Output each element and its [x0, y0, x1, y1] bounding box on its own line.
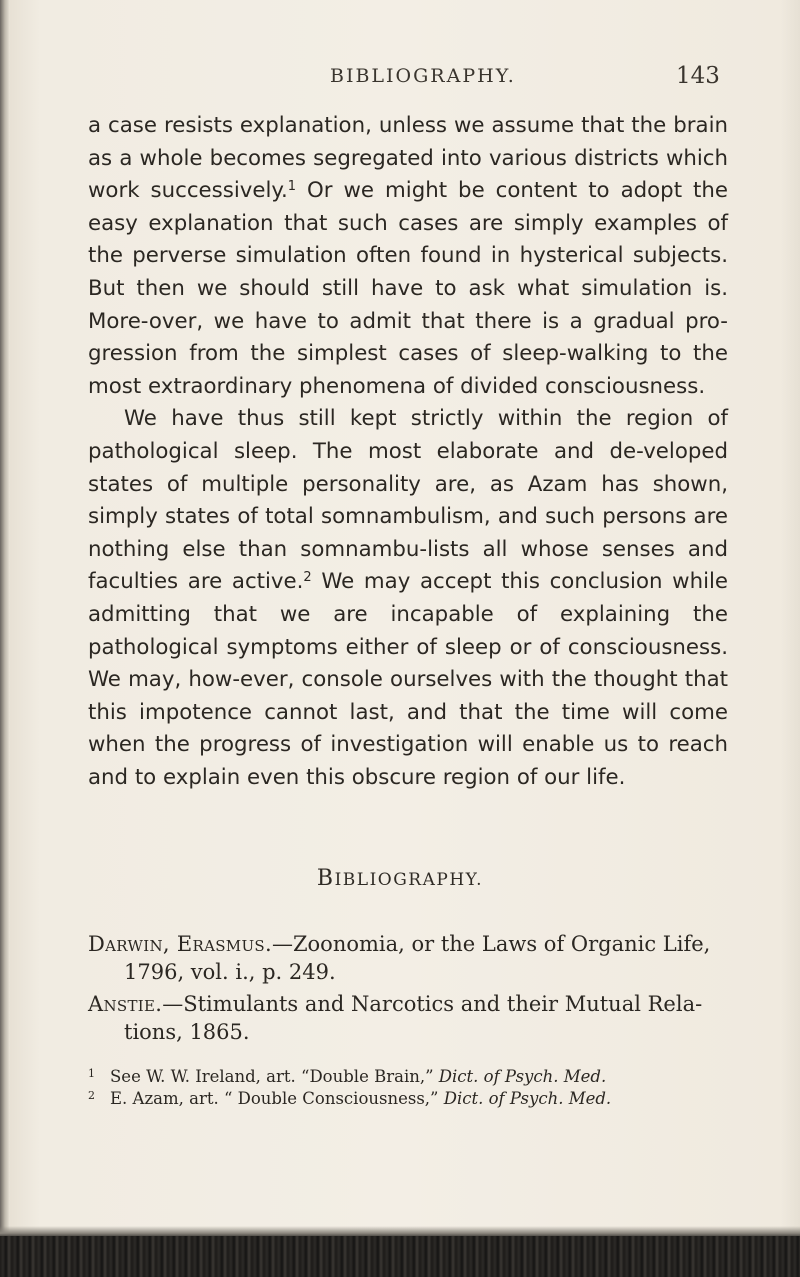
bibliography-list: [88, 930, 728, 1046]
page-spine-shadow: [0, 0, 10, 1277]
body-text: [88, 110, 728, 794]
bibliography-entry: [88, 990, 728, 1046]
bibliography-author: Anstie.: [88, 992, 163, 1016]
footnote-ref-1: 1: [287, 179, 296, 195]
footnote-text: E. Azam, art. “ Double Consciousness,”: [110, 1089, 439, 1108]
paragraph-2-text-a: We have thus still kept strictly within the region of pathological sleep. The most elaborate and de-veloped states of multiple personality are, as Azam has shown, simply states of total somnambulism, and such persons are nothing else than somnambu-lists all whose senses and faculties are active.: [88, 406, 728, 595]
bibliography-author: Darwin, Erasmus.: [88, 932, 272, 956]
scan-bottom-edge: [0, 1236, 800, 1277]
bibliography-heading-initial: B: [316, 866, 335, 891]
paragraph-1: [88, 110, 728, 403]
footnote-ref-2: 2: [303, 570, 312, 586]
bibliography-text: —Stimulants and Narcotics and their Mutual Rela-tions, 1865.: [124, 992, 703, 1044]
footnote-mark: 1: [88, 1067, 95, 1080]
bibliography-entry: [88, 930, 728, 986]
paragraph-2: [88, 403, 728, 794]
bibliography-heading-rest: IBLIOGRAPHY.: [334, 870, 484, 890]
paragraph-1-text-b: Or we might be content to adopt the easy explanation that such cases are simply examples of the perverse simulation often found in hysterical subjects. But then we should still have to ask what simulation is. More-over, we have to admit that there is a gradual pro-gression from the simplest cases of sleep-walking to the most extraordinary phenomena of divided consciousness.: [88, 178, 728, 399]
footnote-source: Dict. of Psych. Med.: [443, 1089, 612, 1108]
footnote-mark: 2: [88, 1089, 95, 1102]
paragraph-2-text-b: We may accept this conclusion while admitting that we are incapable of explaining the pathological symptoms either of sleep or of consciousness. We may, how-ever, console ourselves with the thought that this impotence cannot last, and that the time will come when the progress of investigation will enable us to reach and to explain even this obscure region of our life.: [88, 569, 729, 790]
bibliography-text: —Zoonomia, or the Laws of Organic Life, 1796, vol. i., p. 249.: [124, 932, 711, 984]
running-head: [0, 65, 800, 95]
paragraph-1-text-a: a case resists explanation, unless we assume that the brain as a whole becomes segregated into various districts which work successively.: [88, 113, 728, 204]
footnote: [88, 1088, 738, 1110]
page-number: 143: [676, 63, 720, 89]
footnote: [88, 1066, 738, 1088]
running-head-title: BIBLIOGRAPHY.: [330, 65, 516, 87]
footnotes: [88, 1066, 738, 1110]
footnote-source: Dict. of Psych. Med.: [438, 1067, 607, 1086]
footnote-text: See W. W. Ireland, art. “Double Brain,”: [110, 1067, 434, 1086]
bibliography-heading: [0, 866, 800, 891]
